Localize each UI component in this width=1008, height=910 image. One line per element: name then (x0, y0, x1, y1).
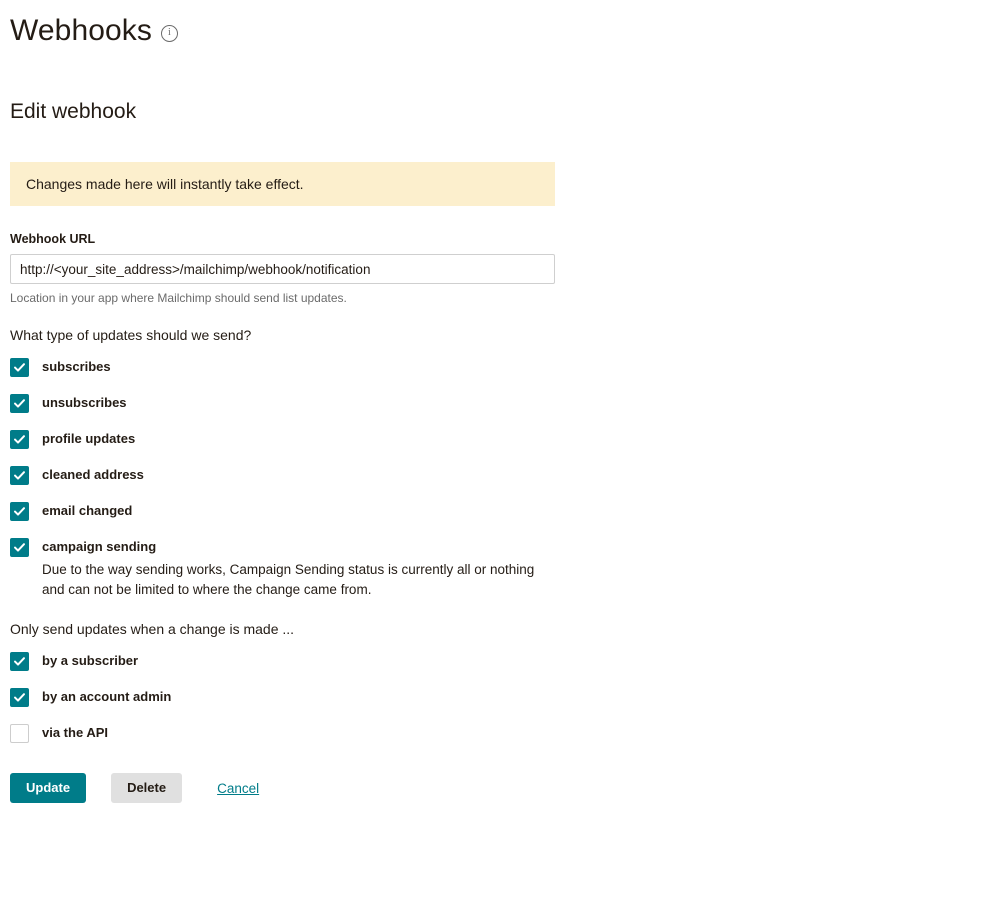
checkbox-label: unsubscribes (42, 395, 127, 410)
page-title-text: Webhooks (10, 14, 152, 47)
checkbox-description: Due to the way sending works, Campaign Sending status is currently all or nothing and can not be limited to where the change came from. (42, 562, 535, 597)
checkbox-label: email changed (42, 503, 133, 518)
check-icon[interactable] (10, 466, 29, 485)
empty-checkbox-icon[interactable] (10, 724, 29, 743)
page-title (10, 14, 1008, 48)
webhooks-page (0, 14, 1008, 803)
checkbox-row-subscribes[interactable] (10, 357, 1008, 377)
checkbox-label: profile updates (42, 431, 136, 446)
checkbox-row-by-a-subscriber[interactable] (10, 651, 1008, 671)
check-icon[interactable] (10, 538, 29, 557)
delete-button[interactable]: Delete (111, 773, 182, 803)
checkbox-label: by a subscriber (42, 653, 139, 669)
checkbox-label: cleaned address (42, 467, 144, 482)
update-button[interactable]: Update (10, 773, 86, 803)
check-icon[interactable] (10, 430, 29, 449)
checkbox-label: subscribes (42, 359, 111, 374)
checkbox-row-profile-updates[interactable] (10, 429, 1008, 449)
checkbox-row-unsubscribes[interactable] (10, 393, 1008, 413)
check-icon[interactable] (10, 652, 29, 671)
webhook-url-help: Location in your app where Mailchimp should send list updates. (10, 291, 347, 305)
webhook-url-label: Webhook URL (10, 232, 96, 246)
section-title: Edit webhook (10, 100, 137, 123)
checkbox-row-via-the-api[interactable] (10, 723, 1008, 743)
checkbox-label: via the API (42, 725, 108, 741)
check-icon[interactable] (10, 394, 29, 413)
check-icon[interactable] (10, 358, 29, 377)
instant-effect-notice: Changes made here will instantly take effect. (10, 162, 555, 206)
cancel-link[interactable]: Cancel (217, 780, 260, 796)
info-icon[interactable]: i (161, 25, 178, 42)
form-actions (10, 773, 1008, 803)
checkbox-label: campaign sending (42, 539, 157, 554)
check-icon[interactable] (10, 502, 29, 521)
checkbox-row-email-changed[interactable] (10, 501, 1008, 521)
checkbox-row-cleaned-address[interactable] (10, 465, 1008, 485)
checkbox-row-campaign-sending[interactable] (10, 537, 1008, 599)
checkbox-label: by an account admin (42, 689, 172, 705)
checkbox-row-by-an-account-admin[interactable] (10, 687, 1008, 707)
updates-question: What type of updates should we send? (10, 327, 252, 343)
check-icon[interactable] (10, 688, 29, 707)
sources-question: Only send updates when a change is made ... (10, 621, 295, 638)
webhook-url-input[interactable] (10, 254, 555, 284)
